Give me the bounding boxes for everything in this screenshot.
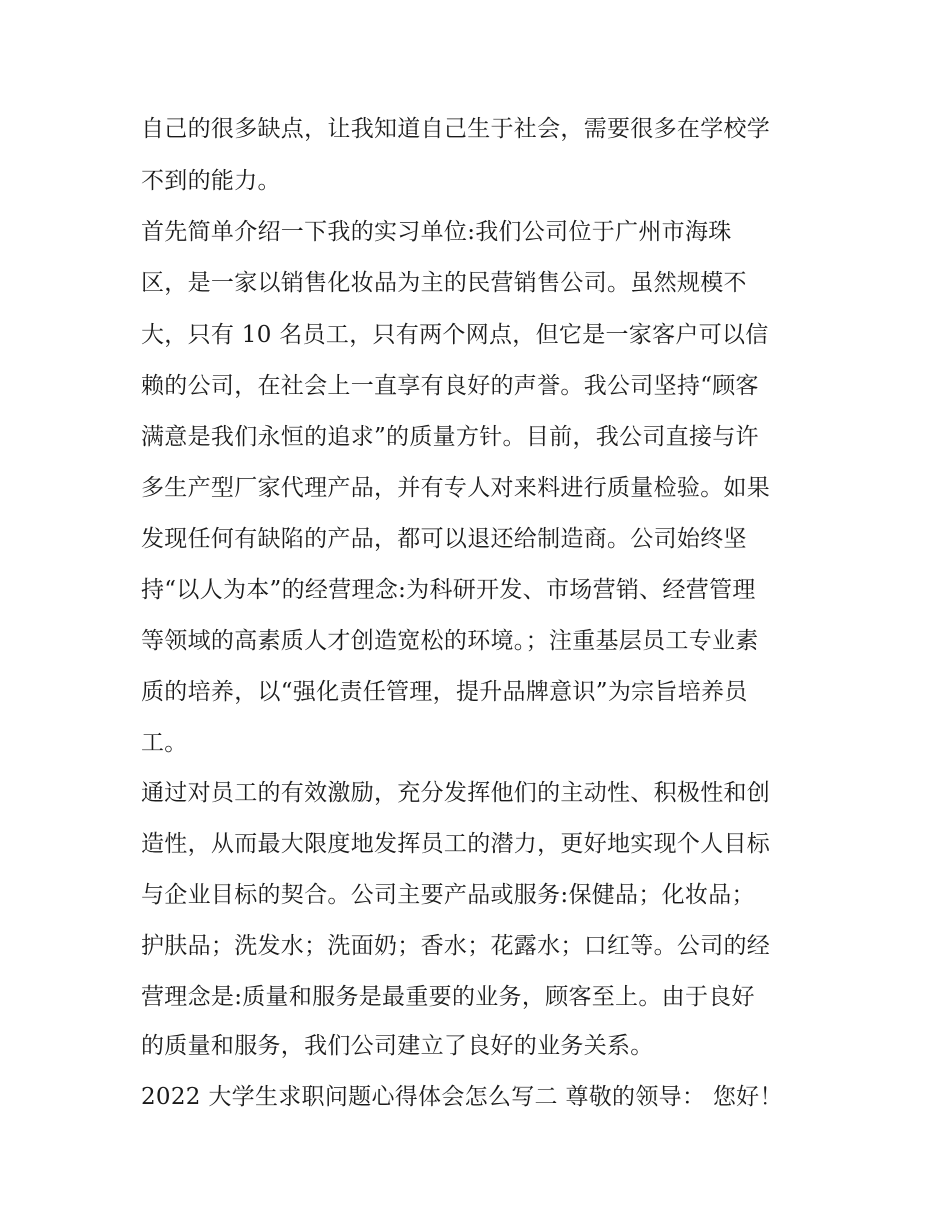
text-line: 大，只有 10 名员工，只有两个网点，但它是一家客户可以信 <box>141 322 769 348</box>
text-line: 自己的很多缺点，让我知道自己生于社会，需要很多在学校学 <box>141 116 771 142</box>
text-line: 不到的能力。 <box>141 168 281 194</box>
text-line: 2022 大学生求职问题心得体会怎么写二 尊敬的领导： 您好！ <box>141 1084 783 1110</box>
text-line: 的质量和服务，我们公司建立了良好的业务关系。 <box>141 1033 654 1059</box>
text-line: 与企业目标的契合。公司主要产品或服务:保健品；化妆品； <box>141 882 755 908</box>
text-line: 工。 <box>141 730 188 756</box>
text-line: 持“以人为本”的经营理念:为科研开发、市场营销、经营管理 <box>141 577 756 603</box>
text-line: 通过对员工的有效激励，充分发挥他们的主动性、积极性和创 <box>141 780 771 806</box>
text-line: 造性，从而最大限度地发挥员工的潜力，更好地实现个人目标 <box>141 831 771 857</box>
text-line: 满意是我们永恒的追求”的质量方针。目前，我公司直接与许 <box>141 424 759 450</box>
text-line: 营理念是:质量和服务是最重要的业务，顾客至上。由于良好 <box>141 984 755 1010</box>
text-line: 赖的公司，在社会上一直享有良好的声誉。我公司坚持“顾客 <box>141 373 759 399</box>
text-line: 首先简单介绍一下我的实习单位:我们公司位于广州市海珠 <box>141 219 732 245</box>
text-line: 区，是一家以销售化妆品为主的民营销售公司。虽然规模不 <box>141 270 747 296</box>
text-line: 护肤品；洗发水；洗面奶；香水；花露水；口红等。公司的经 <box>141 933 771 959</box>
text-line: 质的培养，以“强化责任管理，提升品牌意识”为宗旨培养员 <box>141 679 748 705</box>
text-line: 多生产型厂家代理产品，并有专人对来料进行质量检验。如果 <box>141 475 771 501</box>
text-line: 等领域的高素质人才创造宽松的环境。；注重基层员工专业素 <box>141 628 759 654</box>
text-line: 发现任何有缺陷的产品，都可以退还给制造商。公司始终坚 <box>141 526 747 552</box>
